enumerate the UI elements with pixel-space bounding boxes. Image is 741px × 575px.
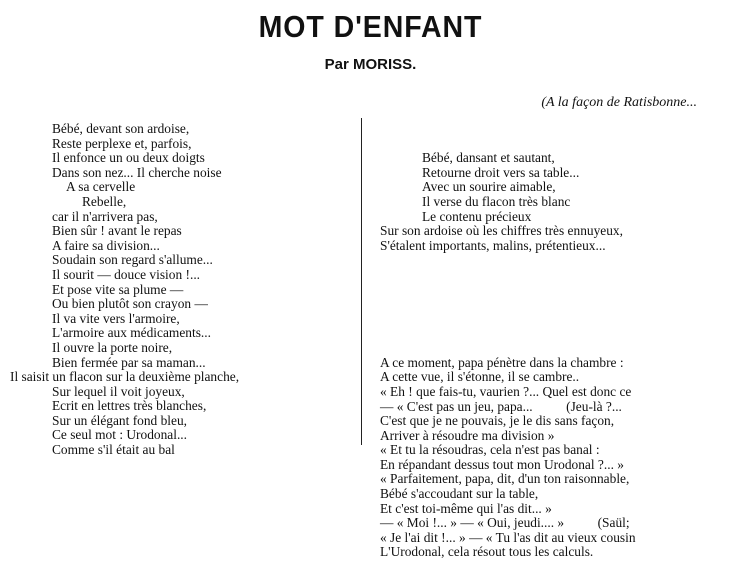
poem-line: Dans son nez... Il cherche noise (52, 164, 222, 180)
poem-line: A faire sa division... (52, 237, 160, 253)
author-byline: Par MORISS. (324, 56, 417, 73)
poem-line: Sur un élégant fond bleu, (52, 412, 187, 428)
poem-line: Il ouvre la porte noire, (52, 339, 173, 355)
right-stanza-2 (380, 356, 740, 560)
poem-line: Il enfonce un ou deux doigts (52, 150, 205, 166)
poem-line: L'Urodonal, cela résout tous les calculs. (380, 544, 594, 560)
poem-line: « Et tu la résoudras, cela n'est pas banal : (380, 442, 600, 458)
poem-line: L'armoire aux médicaments... (52, 325, 211, 341)
poem-line: Bien sûr ! avant le repas (52, 223, 182, 239)
poem-line: « Eh ! que fais-tu, vaurien ?... Quel est donc ce (380, 383, 632, 399)
poem-line: Rebelle, (82, 193, 127, 209)
poem-line: « Parfaitement, papa, dit, d'un ton raisonnable, (380, 471, 630, 487)
poem-line: car il n'arrivera pas, (52, 208, 158, 224)
poem-line: Le contenu précieux (422, 208, 532, 224)
poem-subtitle: (A la façon de Ratisbonne... (541, 95, 697, 110)
poem-line: — « Moi !... » — « Oui, jeudi.... » (Saül; (380, 515, 630, 531)
poem-line: A cette vue, il s'étonne, il se cambre.. (380, 369, 580, 385)
poem-line: Il sourit — douce vision !... (52, 266, 201, 282)
stanza-gap (380, 283, 740, 327)
poem-line: Ecrit en lettres très blanches, (52, 398, 207, 414)
column-divider (361, 118, 362, 445)
poem-line: Reste perplexe et, parfois, (52, 135, 192, 151)
poem-line: Avec un sourire aimable, (422, 179, 556, 195)
poem-line: A sa cervelle (66, 179, 136, 195)
poem-line: — « C'est pas un jeu, papa... (Jeu-là ?... (380, 398, 622, 414)
poem-line: Bien fermée par sa maman... (52, 354, 206, 370)
poem-line: Et pose vite sa plume — (52, 281, 184, 297)
poem-line: S'étalent importants, malins, prétentieux... (380, 237, 606, 253)
poem-line: Il saisit un flacon sur la deuxième planche, (10, 369, 240, 385)
poem-line: Bébé, devant son ardoise, (52, 121, 190, 136)
poem-line: Arriver à résoudre ma division » (380, 427, 555, 443)
poem-line: Bébé s'accoudant sur la table, (380, 486, 539, 502)
poem-line: « Je l'ai dit !... » — « Tu l'as dit au vieux cousin (380, 529, 636, 545)
poem-line: C'est que je ne pouvais, je le dis sans façon, (380, 413, 615, 429)
poem-line: A ce moment, papa pénètre dans la chambre : (380, 354, 624, 370)
poem-line: Sur lequel il voit joyeux, (52, 383, 185, 399)
poem-title: MOT D'ENFANT (258, 9, 483, 44)
poem-line: Ce seul mot : Urodonal... (52, 427, 188, 443)
right-column (380, 122, 740, 575)
poem-line: Comme s'il était au bal (52, 442, 175, 458)
poem-line: Soudain son regard s'allume... (52, 252, 213, 268)
poem-line: En répandant dessus tout mon Urodonal ?... » (380, 456, 624, 472)
poem-line: Bébé, dansant et sautant, (422, 150, 555, 166)
poem-line: Il verse du flacon très blanc (422, 193, 571, 209)
left-column (10, 122, 358, 458)
right-stanza-1 (380, 151, 740, 253)
poem-line: Et c'est toi-même qui l'as dit... » (380, 500, 552, 516)
poem-line: Il va vite vers l'armoire, (52, 310, 180, 326)
poem-line: Sur son ardoise où les chiffres très ennuyeux, (380, 223, 623, 239)
poem-line: Ou bien plutôt son crayon — (52, 296, 208, 312)
poem-line: Retourne droit vers sa table... (422, 164, 580, 180)
